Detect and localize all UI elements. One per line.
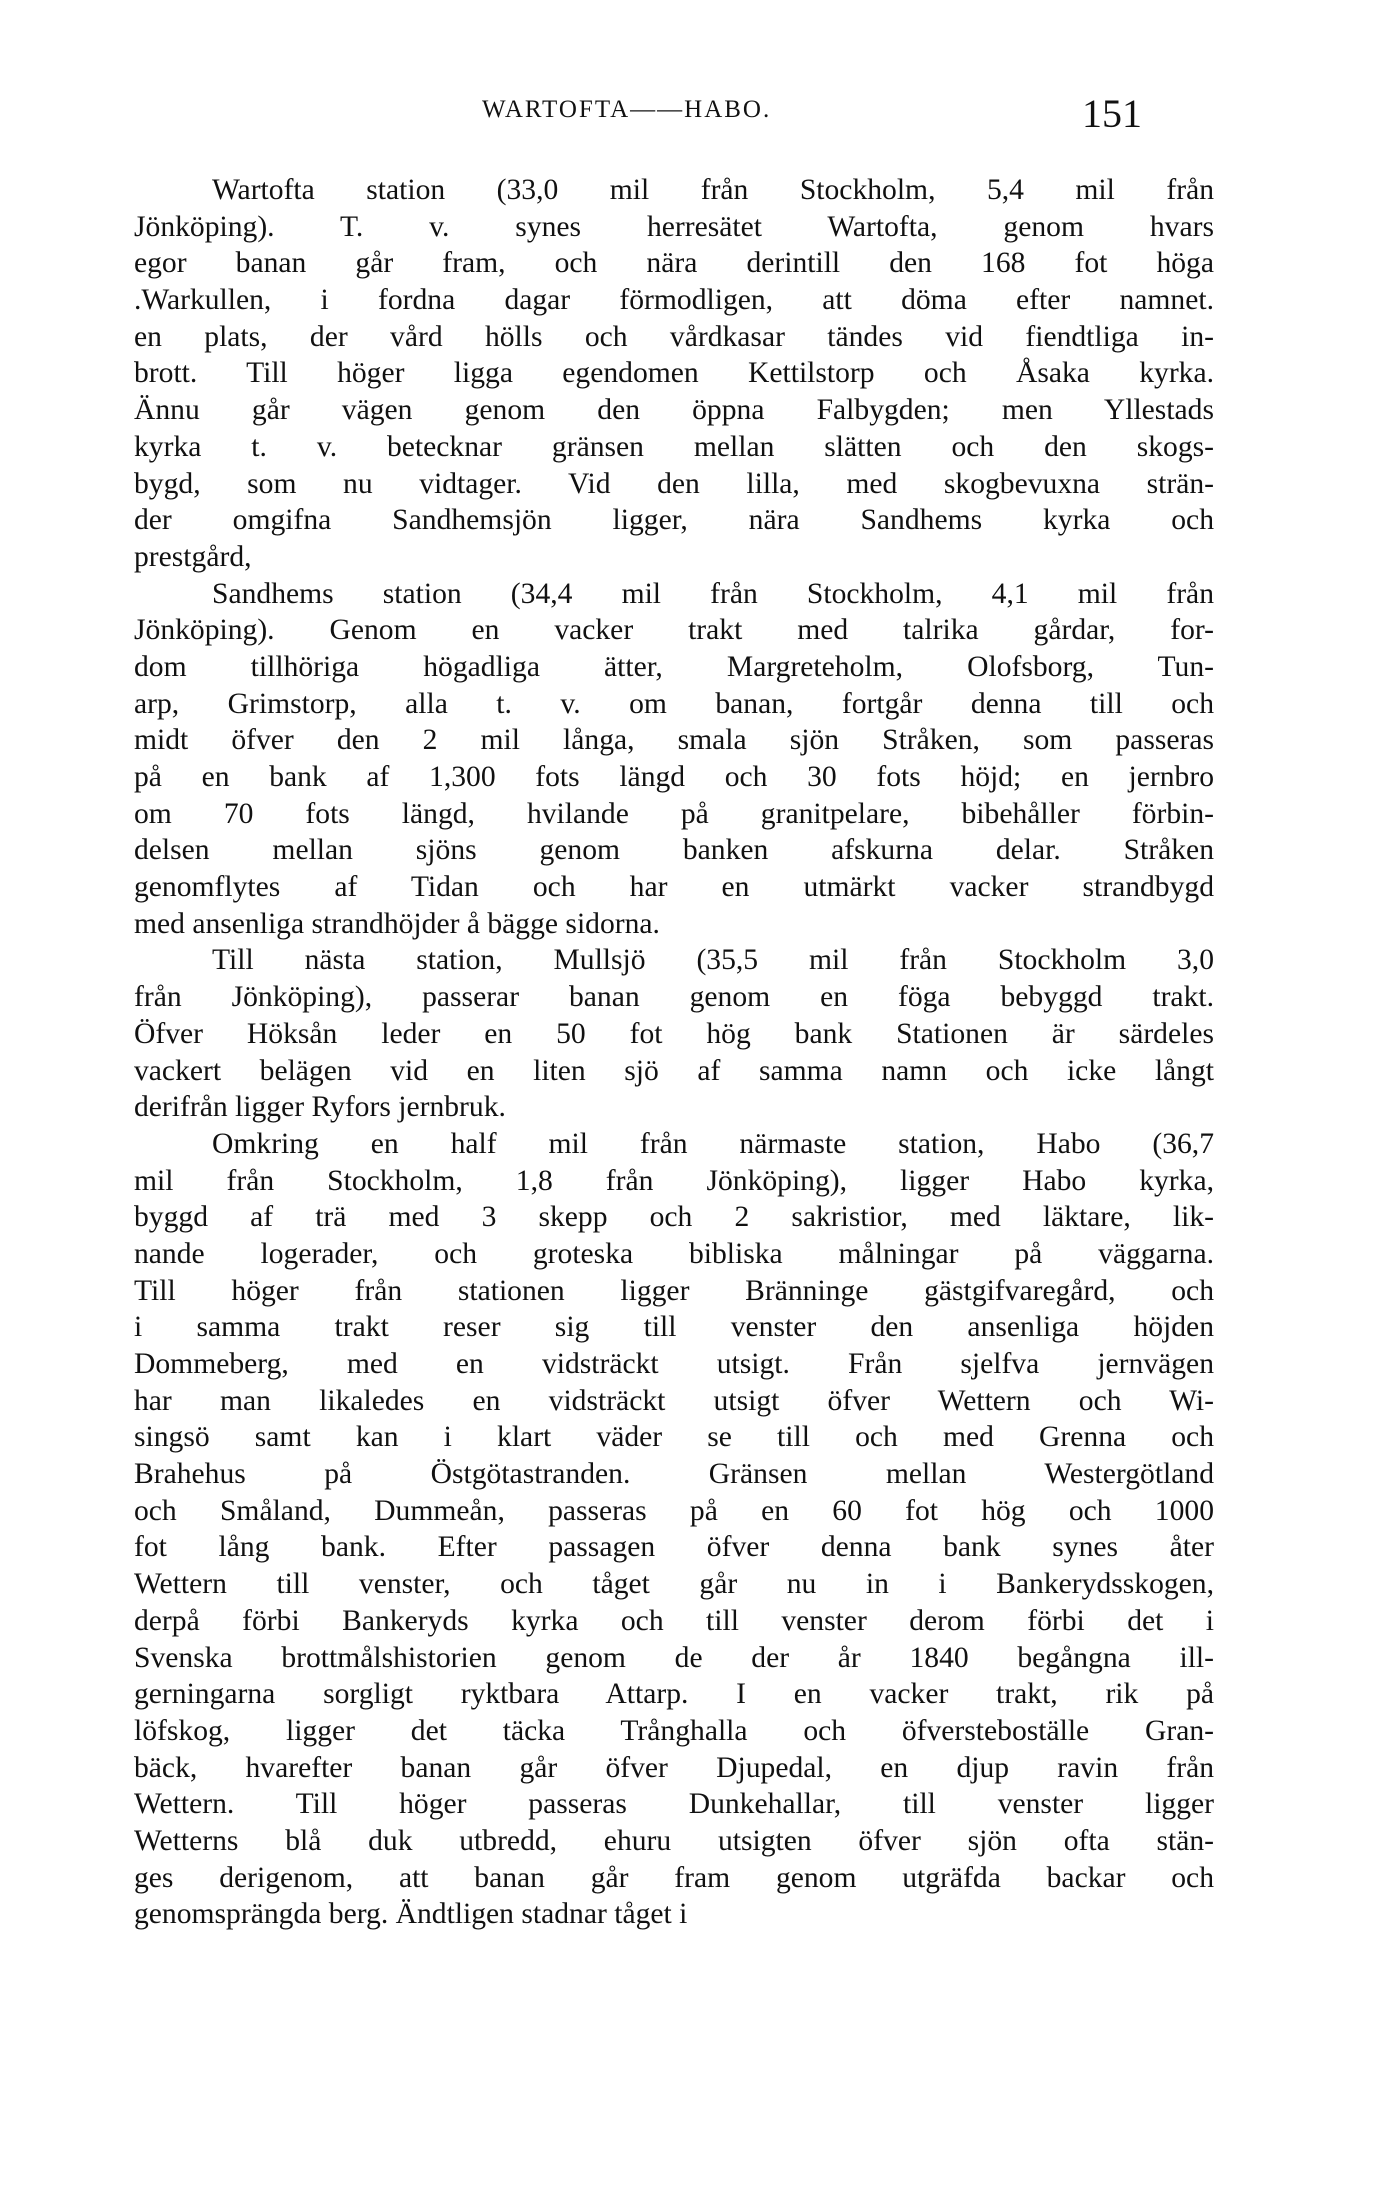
text-line: en plats, der vård hölls och vårdkasar tändes vid fiendtliga in-	[134, 320, 1214, 353]
text-line: egor banan går fram, och nära derintill den 168 fot höga	[134, 247, 1214, 280]
text-line: Ännu går vägen genom den öppna Falbygden; men Yllestads	[134, 394, 1214, 427]
text-line: om 70 fots längd, hvilande på granitpelare, bibehåller förbin-	[134, 797, 1214, 830]
running-title: WARTOFTA——HABO.	[482, 96, 772, 123]
text-line: mil från Stockholm, 1,8 från Jönköping), ligger Habo kyrka,	[134, 1164, 1214, 1197]
text-line: Wettern till venster, och tåget går nu in i Bankerydsskogen,	[134, 1568, 1214, 1601]
text-line: Till höger från stationen ligger Bränninge gästgifvaregård, och	[134, 1274, 1214, 1307]
text-line: nande logerader, och groteska bibliska målningar på väggarna.	[134, 1237, 1214, 1270]
body-text	[134, 172, 1214, 1933]
text-line: med ansenliga strandhöjder å bägge sidorna.	[134, 907, 660, 940]
text-line: Wettern. Till höger passeras Dunkehallar, till venster ligger	[134, 1788, 1214, 1821]
text-line: Sandhems station (34,4 mil från Stockholm, 4,1 mil från	[212, 577, 1214, 610]
page-number: 151	[1082, 91, 1142, 136]
text-line: på en bank af 1,300 fots längd och 30 fots höjd; en jernbro	[134, 761, 1214, 793]
text-line: Wetterns blå duk utbredd, ehuru utsigten öfver sjön ofta stän-	[134, 1824, 1214, 1857]
text-line: dom tillhöriga högadliga ätter, Margreteholm, Olofsborg, Tun-	[134, 650, 1214, 683]
text-line: derpå förbi Bankeryds kyrka och till venster derom förbi det i	[134, 1604, 1214, 1637]
text-line: Till nästa station, Mullsjö (35,5 mil från Stockholm 3,0	[212, 944, 1214, 977]
text-line: kyrka t. v. betecknar gränsen mellan slätten och den skogs-	[134, 430, 1214, 463]
text-line: gerningarna sorgligt ryktbara Attarp. I en vacker trakt, rik på	[134, 1678, 1214, 1711]
text-line: löfskog, ligger det täcka Trånghalla och öfversteboställe Gran-	[134, 1714, 1214, 1747]
text-line: bygd, som nu vidtager. Vid den lilla, med skogbevuxna strän-	[134, 467, 1214, 500]
text-line: i samma trakt reser sig till venster den ansenliga höjden	[134, 1311, 1214, 1344]
text-line: brott. Till höger ligga egendomen Kettilstorp och Åsaka kyrka.	[134, 357, 1214, 390]
text-line: Svenska brottmålshistorien genom de der år 1840 begångna ill-	[134, 1641, 1214, 1674]
text-line: fot lång bank. Efter passagen öfver denna bank synes åter	[134, 1531, 1214, 1564]
text-line: delsen mellan sjöns genom banken afskurna delar. Stråken	[134, 834, 1214, 867]
text-line: vackert belägen vid en liten sjö af samma namn och icke långt	[134, 1054, 1214, 1087]
text-line: der omgifna Sandhemsjön ligger, nära Sandhems kyrka och	[134, 504, 1214, 537]
text-line: genomsprängda berg. Ändtligen stadnar tåget i	[134, 1898, 688, 1931]
text-line: byggd af trä med 3 skepp och 2 sakristior, med läktare, lik-	[134, 1201, 1214, 1234]
text-line: Brahehus på Östgötastranden. Gränsen mellan Westergötland	[134, 1458, 1214, 1491]
text-line: midt öfver den 2 mil långa, smala sjön Stråken, som passeras	[134, 724, 1214, 757]
text-line: från Jönköping), passerar banan genom en föga bebyggd trakt.	[134, 981, 1214, 1014]
text-line: Öfver Höksån leder en 50 fot hög bank Stationen är särdeles	[134, 1017, 1214, 1050]
text-line: Jönköping). Genom en vacker trakt med talrika gårdar, for-	[134, 614, 1214, 647]
text-line: har man likaledes en vidsträckt utsigt öfver Wettern och Wi-	[134, 1384, 1214, 1417]
text-line: Omkring en half mil från närmaste station, Habo (36,7	[212, 1127, 1214, 1160]
text-line: ges derigenom, att banan går fram genom utgräfda backar och	[134, 1861, 1214, 1894]
text-line: Wartofta station (33,0 mil från Stockholm, 5,4 mil från	[212, 174, 1214, 206]
text-line: derifrån ligger Ryfors jernbruk.	[134, 1091, 506, 1124]
text-line: arp, Grimstorp, alla t. v. om banan, fortgår denna till och	[134, 687, 1214, 720]
text-line: Dommeberg, med en vidsträckt utsigt. Från sjelfva jernvägen	[134, 1348, 1214, 1380]
text-line: prestgård,	[134, 540, 252, 573]
text-line: singsö samt kan i klart väder se till och med Grenna och	[134, 1421, 1214, 1454]
text-line: genomflytes af Tidan och har en utmärkt vacker strandbygd	[134, 871, 1214, 904]
text-line: och Småland, Dummeån, passeras på en 60 fot hög och 1000	[134, 1494, 1214, 1527]
text-line: .Warkullen, i fordna dagar förmodligen, att döma efter namnet.	[134, 284, 1214, 317]
text-line: bäck, hvarefter banan går öfver Djupedal, en djup ravin från	[134, 1751, 1214, 1784]
running-head	[0, 90, 1400, 136]
text-line: Jönköping). T. v. synes herresätet Wartofta, genom hvars	[134, 210, 1214, 243]
